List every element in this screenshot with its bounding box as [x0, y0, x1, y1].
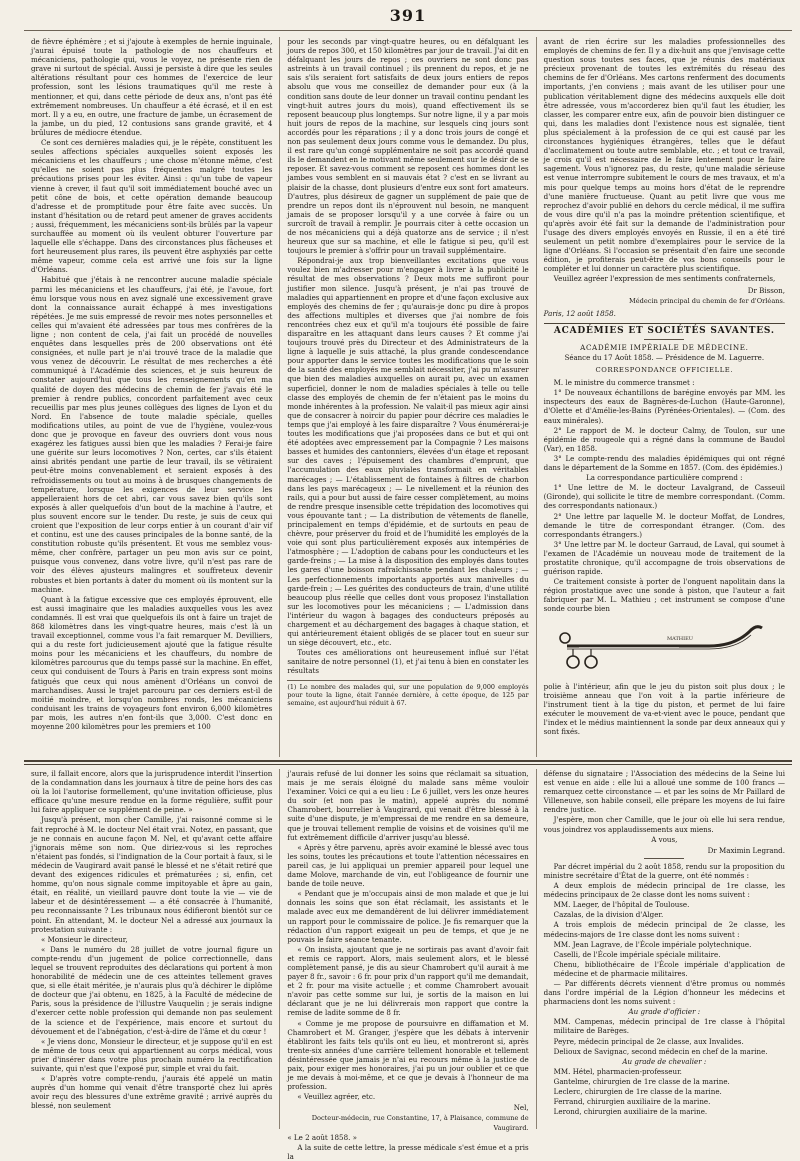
- paragraph: j'aurais refusé de lui donner les soins que réclamait sa situation, mais je me serais éloigné du malade sans même vouloir l'examiner. Voici ce qui a eu lieu : Le 6 juillet, vers les onze heures du soir (et non pas le matin), appelé auprès du nommé Chamrobert, bourrelier à Vaugirard, qui venait d'être blessé à la suite d'une dispute, je m'empressai de me rendre en sa demeure, que je trouvai tellement remplie de voisins et de voisines qu'il me fut extrêmement difficile d'arriver jusqu'au blessé.: [287, 769, 529, 842]
- upper-column-1: [24, 37, 279, 757]
- lower-column-3: [536, 769, 792, 1129]
- list-item: Leclerc, chirurgien de 1re classe de la marine.: [553, 1087, 722, 1096]
- paragraph: J'espère, mon cher Camille, que le jour où elle lui sera rendue, vous joindrez vos applaudissements aux miens.: [543, 815, 785, 834]
- correspondence-subheading: La correspondance particulière comprend :: [586, 473, 743, 483]
- signature-title: Médecin principal du chemin de fer d'Orléans.: [628, 296, 785, 305]
- sonde-illustration: [559, 618, 769, 678]
- page-number: 391: [389, 6, 427, 25]
- paragraph: A la suite de cette lettre, la presse médicale s'est émue et a pris la: [287, 1142, 529, 1161]
- paragraph: polie à l'intérieur, afin que le jeu du piston soit plus doux ; le troisième anneau que l'on voit à la partie inférieure de l'instrument tient à la tige du piston, et permet de lui faire exécuter le mouvement de va-et-vient avec le pouce, pendant que l'index et le médius maintiennent la sonde par deux anneaux qui y sont fixés.: [543, 681, 785, 736]
- paragraph: M. le ministre du commerce transmet :: [553, 378, 695, 388]
- paragraph: Habitué que j'étais à ne rencontrer aucune maladie spéciale parmi les mécaniciens et les chauffeurs, j'ai été, je l'avoue, fort ému lorsque vous nous en avez signalé une excessivement grave dont la connaissance aurait échappé à mes investigations répétées. Je me suis empressé de revoir mes notes personnelles et celles qui m'avaient été adressées par tous mes confrères de la ligne ; non content de cela, j'ai fait un procédé de nouvelles enquêtes dans lesquelles près de 200 observations ont été consignées, et nulle part je n'ai trouvé trace de la maladie que vous venez de découvrir. Le résultat de mes recherches a été communiqué à l'Académie des sciences, et je suis heureux de constater aujourd'hui que tous les renseignements qu'en ma qualité de doyen des médecins de chemin de fer j'avais été le premier à rendre publics, concordent parfaitement avec ceux recueillis par mes plus jeunes collègues des lignes de Lyon et du Nord. En l'absence de toute maladie spéciale, quelles modifications utiles, au point de vue de l'hygiène, voulez-vous donc que je provoque en faveur des ouvriers dont vous nous exagérez les fatigues aussi bien que les maladies ? Ferai-je faire une guérite sur leurs locomotives ? Non, certes, car s'ils étaient ainsi abrités pendant une partie de leur travail, ils se vêtiraient peut-être moins convenablement et seraient exposés à des refroidissements ou tout au moins à de brusques changements de température, lorsque les exigences de leur service les appelleraient hors de cet abri, car vous savez bien qu'ils sont exposés à aller quelquefois d'un bout de la machine à l'autre, et plus souvent encore sur le tender. Du reste, je suis de ceux qui croient que l'exposition de leur corps entier à un courant d'air vif et continu, est une des causes principales de la bonne santé, de la constitution robuste qu'ils présentent. Et vous me semblez vous-même, cher confrère, partager un peu mon avis sur ce point, puisque vous convenez, dans votre livre, qu'il n'est pas rare de voir des élèves ajusteurs malingres et souffreteux devenir robustes et bien portants à dater du moment où ils montent sur la machine.: [31, 275, 273, 594]
- list-item: Caselli, de l'École impériale spéciale militaire.: [553, 949, 721, 959]
- paragraph: « Comme je me propose de poursuivre en diffamation et M. Chamrobert et M. Granger, j'espère que les débats à intervenir établiront les faits tels qu'ils ont eu lieu, et montreront si, après trente-six années d'une carrière tellement honorable et tellement désintéressée que jamais je n'ai eu recours même à la justice de paix, pour exiger mes honoraires, j'ai pu un jour oublier et ce que je me devais à moi-même, et ce que je devais à l'honneur de ma profession.: [287, 1018, 529, 1092]
- ring-icon: [585, 656, 597, 668]
- footnote: (1) Le nombre des malades qui, sur une population de 9,000 employés pour toute la ligne, était l'année dernière, à cette époque, de 125 par semaine, est aujourd'hui réduit à 67.: [287, 682, 529, 707]
- paragraph: Jusqu'à présent, mon cher Camille, j'ai raisonné comme si le fait reproché à M. le docteur Nel était vrai. Notez, en passant, que je ne connais en aucune façon M. Nel, et qu'avant cette affaire j'ignorais même son nom. Que diriez-vous si les reproches n'étaient pas fondés, si l'indignation de la Cour portait à faux, si le médecin de Vaugirard avait pansé le blessé et ne s'était retiré que devant des exigences ridicules et prématurées ; si, enfin, cet homme, qu'on nous signale comme impitoyable et âpre au gain, était, en réalité, un vieillard pauvre dont toute la vie — vie de labeur et de désintéressement — a été consacrée à l'humanité, peu reconnaissante ? Les tribunaux nous édifieront bientôt sur ce point. En attendant, M. le docteur Nel a adressé aux journaux la protestation suivante :: [31, 815, 273, 934]
- list-item: Cazalas, de la division d'Alger.: [553, 910, 664, 920]
- upper-column-2: [279, 37, 535, 757]
- paragraph: pour les seconds par vingt-quatre heures, ou en défalquant les jours de repos 300, et 150 kilomètres par jour de travail. J'ai dit en défalquant les jours de repos ; ces ouvriers ne sont donc pas astreints à un travail continuel ; ils prennent du repos, et je ne sais s'ils seraient fort satisfaits de deux jours entiers de repos absolu que vous me conseillez de demander pour eux (à la condition sans doute de leur donner un travail continu pendant les vingt-huit autres jours du mois), quand effectivement ils se reposent beaucoup plus longtemps. Sur notre ligne, il y a par mois huit jours de repos de la machine, sur lesquels cinq jours sont accordés pour les réparations ; il y a donc trois jours de congé et non pas seulement deux jours comme vous le demandez. Du plus, il est rare qu'un congé supplémentaire ne soit pas accordé quand ils le demandent en le motivant même seulement sur le désir de se reposer. Et savez-vous comment se reposent ces hommes dont les jambes vous semblent en si mauvais état ? c'est en se livrant au plaisir de la chasse, dont plusieurs d'entre eux sont fort amateurs. D'autres, plus désireux de gagner un supplément de paie que de prendre un repos dont ils n'éprouvent nul besoin, ne manquent jamais de se proposer lorsqu'il y a une corvée à faire ou un surcroît de travail à remplir. Je pourrais citer à cette occasion un de nos mécaniciens qui a déjà quatorze ans de service ; il n'est heureux que sur sa machine, et elle le fatigue si peu, qu'il est toujours le premier à s'offrir pour un travail supplémentaire.: [287, 37, 529, 256]
- seance-line: Séance du 17 Août 1858. — Présidence de M. Laguerre.: [564, 354, 765, 362]
- upper-column-3: [536, 37, 792, 757]
- page-divider: [24, 760, 792, 765]
- letter-date: « Le 2 août 1858. »: [287, 1132, 357, 1142]
- honor-list: [544, 1017, 785, 1055]
- paragraph: Ce sont ces dernières maladies qui, je le répète, constituent les seules affections spéciales auxquelles soient exposés les mécaniciens et les chauffeurs ; une chose m'étonne même, c'est qu'elles ne soient pas plus fréquentes malgré toutes les précautions prises pour les éviter. Ainsi : qu'un tube de vapeur vienne à crever, il faut qu'il soit immédiatement bouché avec un petit cône de bois, et cette opération demande beaucoup d'adresse et de promptitude pour être faite avec succès. Un instant d'hésitation ou de retard peut amener de graves accidents ; aussi, fréquemment, les mécaniciens sont-ils brûlés par la vapeur surchauffée au moment où ils veulent obturer l'ouverture par laquelle elle s'échappe. Dans des circonstances plus fâcheuses et fort heureusement plus rares, ils peuvent être asphyxiés par cette même vapeur, comme cela est arrivé une fois sur la ligne d'Orléans.: [31, 138, 273, 275]
- footnote-divider: [287, 680, 432, 681]
- list-item: MM. Jean Lagrave, de l'École impériale polytechnique.: [553, 939, 752, 949]
- list-item: MM. Campenas, médecin principal de 1re classe à l'hôpital militaire de Barèges.: [553, 1017, 785, 1036]
- section-divider: [544, 323, 785, 324]
- list-item: MM. Laeger, de l'hôpital de Toulouse.: [553, 900, 690, 910]
- lower-column-2: [279, 769, 535, 1161]
- paragraph: 3° Le compte-rendu des maladies épidémiques qui ont régné dans le département de la Somme en 1857. (Com. des épidémies.): [543, 453, 785, 473]
- short-rule: [644, 858, 684, 859]
- paragraph: « Monsieur le directeur,: [41, 934, 128, 944]
- paragraph: « D'après votre compte-rendu, j'aurais été appelé un matin auprès d'un homme qui venait d'être transporté chez lui après avoir reçu des blessures d'une extrême gravité ; arrivé auprès du blessé, non seulement: [31, 1074, 273, 1111]
- list-item: Chenu, bibliothécaire de l'École impériale d'application de médecine et de pharmacie militaires.: [553, 959, 785, 978]
- paragraph: Par décret impérial du 2 août 1858, rendu sur la proposition du ministre secrétaire d'État de la guerre, ont été nommés :: [543, 861, 785, 880]
- paragraph: 3° Une lettre par M. le docteur Garraud, de Laval, qui soumet à l'examen de l'Académie un nouveau mode de traitement de la prostatite chronique, qu'il accompagne de trois observations de guérison rapide.: [543, 539, 785, 577]
- sonde-drawing: [559, 618, 769, 678]
- list-item: Delioux de Savignac, second médecin en chef de la marine.: [553, 1046, 768, 1056]
- paragraph: — Par différents décrets viennent d'être promus ou nommés dans l'ordre impérial de la Légion d'honneur les médecins et pharmaciens dont les noms suivent :: [543, 978, 785, 1007]
- paragraph: 2° Une lettre par laquelle M. le docteur Moffat, de Londres, demande le titre de correspondant étranger. (Com. des correspondants étrangers.): [543, 511, 785, 539]
- closing-line: A vous,: [651, 834, 678, 844]
- appointment-list: [544, 940, 785, 978]
- signature-title: Docteur-médecin, rue Constantine, 17, à Plaisance, commune de Vaugirard.: [311, 1114, 529, 1132]
- paragraph: « Pendant que je m'occupais ainsi de mon malade et que je lui donnais les soins que son état réclamait, les assistants et le malade avec eux me demandèrent de lui délivrer immédiatement un rapport pour le commissaire de police. Je fis remarquer que la rédaction d'un rapport exigeait un peu de temps, et que je ne pouvais le faire séance tenante.: [287, 889, 529, 944]
- ring-icon: [560, 633, 570, 643]
- list-item: Peyre, médecin principal de 2e classe, aux Invalides.: [553, 1036, 744, 1046]
- paragraph: Quant à la fatigue excessive que ces employés éprouvent, elle est aussi imaginaire que les maladies auxquelles vous les avez condamnés. Il est vrai que quelquefois ils ont à faire un trajet de 868 kilomètres dans les vingt-quatre heures, mais c'est là un travail exceptionnel, comme vous l'a fait remarquer M. Devilliers, qui a du reste fort judicieusement ajouté que la fatigue résulte moins pour les mécaniciens et les chauffeurs, du nombre de kilomètres parcourus que du temps passé sur la machine. En effet, ceux qui conduisent de Tours à Paris en train express sont moins fatigués que ceux qui nous amènent d'Orléans un convoi de marchandises. Aussi le trajet parcouru par ces derniers est-il de moitié moindre, et lorsqu'on nombres ronds, les mécaniciens conduisant les trains de voyageurs font environ 6,000 kilomètres par mois, les autres n'en font-ils que 3,000. C'est donc en moyenne 200 kilomètres pour les premiers et 100: [31, 594, 273, 732]
- paragraph: 1° Une lettre de M. le docteur Lavalgrand, de Casseuil (Gironde), qui sollicite le titre de membre correspondant. (Comm. des correspondants nationaux.): [543, 483, 785, 511]
- list-item: Gantelme, chirurgien de 1re classe de la marine.: [553, 1076, 730, 1086]
- signature: Nel,: [513, 1103, 529, 1113]
- paragraph: A deux emplois de médecin principal de 1re classe, les médecins principaux de 2e classe dont les noms suivent :: [543, 881, 785, 900]
- upper-section: [24, 30, 792, 757]
- signature: Dr Maximin Legrand.: [707, 845, 785, 855]
- paragraph: « On insista, ajoutant que je ne sortirais pas avant d'avoir fait et remis ce rapport. Alors, mais seulement alors, et le blessé complètement pansé, je dis au sieur Chamrobert qu'il aurait à me payer 8 fr., savoir : 6 fr. pour prix d'un rapport qu'il me demandait, et 2 fr. pour ma visite actuelle ; et comme Chamrobert avouait n'avoir pas cette somme sur lui, je sortis de la maison en lui déclarant que je ne lui délivrerais mon rapport que contre la remise de ladite somme de 8 fr.: [287, 944, 529, 1018]
- sonde-tube: [567, 626, 762, 645]
- paragraph: avant de rien écrire sur les maladies professionnelles des employés de chemins de fer. Il y a dix-huit ans que j'envisage cette question sous toutes ses faces, que je réunis des matériaux précieux provenant de toutes les extrémités du réseau des chemins de fer d'Orléans. Mes cartons renferment des documents importants, j'en conviens ; mais avant de les utiliser pour une publication véritablement digne des médecins auxquels elle doit être adressée, vous m'accorderez bien qu'il faut les étudier, les classer, les comparer entre eux, afin de pouvoir bien distinguer ce qui, dans les maladies dont l'existence nous est signalée, tient plus spécialement à la profession de ce qui est causé par les circonstances hygiéniques étrangères, telles que le défaut d'acclimatement ou toute autre semblable, etc. ; et tout ce travail, je crois qu'il est nécessaire de le faire lentement pour le faire sagement. Vous n'ignorez pas, du reste, qu'une maladie sérieuse est venue interrompre subitement le cours de mes travaux, et m'a mis pour quelque temps au moins hors d'état de le reprendre d'une manière fructueuse. Quant au petit livre que vous me reprochez d'avoir publié en dehors du cercle médical, il me suffira de vous dire qu'il n'a pas la moindre prétention scientifique, et qu'après avoir été fait sur la demande de l'administration pour l'usage des divers employés envoyés en Russie, il en a été tiré seulement un petit nombre d'exemplaires pour le service de la ligne d'Orléans. Si l'occasion se présentait d'en faire une seconde édition, je profiterais peut-être de vos bons conseils pour le compléter et lui donner un caractère plus scientifique.: [543, 37, 785, 274]
- appointment-list: [544, 900, 785, 919]
- list-item: Lerond, chirurgien auxiliaire de la marine.: [553, 1107, 708, 1117]
- paragraph: « Après y être parvenu, après avoir examiné le blessé avec tous les soins, toutes les précautions et toute l'attention nécessaires en pareil cas, je lui appliquai un premier appareil pour lequel une dame Molove, marchande de vin, eut l'obligeance de fournir une bande de toile neuve.: [287, 842, 529, 889]
- honor-list: [544, 1067, 785, 1116]
- knight-heading: Au grade de chevalier :: [622, 1056, 707, 1066]
- maker-mark: MATHIEU: [667, 635, 694, 642]
- paragraph: Ce traitement consiste à porter de l'onguent napolitain dans la région prostatique avec une sonde à piston, que l'auteur a fait fabriquer par M. L. Mathieu ; cet instrument se compose d'une sonde courbe bien: [543, 577, 785, 614]
- paragraph: « Veuillez agréer, etc.: [297, 1092, 376, 1102]
- academy-title: ACADÉMIE IMPÉRIALE DE MÉDECINE.: [580, 342, 749, 352]
- list-item: MM. Hétel, pharmacien-professeur.: [553, 1066, 682, 1076]
- letter-date: Paris, 12 août 1858.: [543, 308, 616, 318]
- lower-column-1: [24, 769, 279, 1129]
- paragraph: « Je viens donc, Monsieur le directeur, et je suppose qu'il en est de même de tous ceux qui appartiennent au corps médical, vous prier d'insérer dans votre plus prochain numéro la rectification suivante, qui n'est que l'exposé pur, simple et vrai du fait.: [31, 1036, 273, 1073]
- lower-section: [24, 769, 792, 1161]
- paragraph: Veuillez agréer l'expression de mes sentiments confraternels,: [553, 274, 776, 284]
- paragraph: « Dans le numéro du 28 juillet de votre journal figure un compte-rendu d'un jugement de police correctionnelle, dans lequel se trouvent reproduites des déclarations qui portent à mon honorabilité de médecin une de ces atteintes tellement graves que, si elle était méritée, je n'aurais plus qu'à déchirer le diplôme de docteur que j'ai obtenu, en 1825, à la Faculté de médecine de Paris, sous la présidence de l'illustre Vauquelin ; je serais indigne d'exercer cette noble profession qui demande non pas seulement de la science et de l'expérience, mais encore et surtout du dévouement et de l'abnégation, c'est-à-dire de l'âme et du cœur !: [31, 944, 273, 1036]
- paragraph: Répondrai-je aux trop bienveillantes excitations que vous voulez bien m'adresser pour m'engager à livrer à la publicité le résultat de mes observations ? Deux mots me suffiront pour justifier mon silence. Jusqu'à présent, je n'ai pas trouvé de maladies qui appartiennent en propre et d'une façon exclusive aux employés des chemins de fer ; qu'aurais-je donc pu dire à propos des affections multiples et diverses que j'ai nombre de fois rencontrées chez eux et qu'il m'a toujours été possible de faire disparaître en les attaquant dans leurs causes ? Et comme j'ai toujours trouvé près du Directeur et des Administrateurs de la ligne à laquelle je suis attaché, la plus grande condescendance pour apporter dans le service toutes les modifications que le soin de la santé des employés me semblait nécessiter, j'ai pu m'assurer que bien des maladies auxquelles on aurait pu, avec un examen superficiel, donner le nom de maladies spéciales à telle ou telle classe des employés de chemin de fer n'étaient pas le moins du monde inhérentes à la profession. Ne valait-il pas mieux agir ainsi que de consacrer à noircir du papier pour décrire ces maladies le temps que j'ai employé à les faire disparaître ? Vous énumérerai-je toutes les modifications que j'ai proposées dans ce but et qui ont été adoptées avec empressement par la Compagnie ? Les maisons basses et humides des cantonniers, élevées d'un étage et reposant sur des caves ; l'épuisement des chambres d'emprunt, que l'accumulation des eaux pluviales transformait en véritables marécages ; — L'établissement de fontaines à filtres de charbon dans les pays marécageux ; — Le nivellement et la réunion des rails, qui a pour but aussi de faire cesser complètement, au moins de rendre presque insensible cette trépidation des locomotives qui vous épouvante tant ; — La distribution de vêtements de flanelle, principalement en temps d'épidémie, et de surtouts en peau de chèvre, pour préserver du froid et de l'humidité les employés de la voie qui sont plus particulièrement exposés aux intempéries de l'atmosphère ; — L'adoption de cabans pour les conducteurs et les garde-freins ; — La mise à la disposition des employés dans toutes les gares d'une boisson rafraîchissante pendant les chaleurs ; — Les perfectionnements importants apportés aux manivelles du garde-frein ; — Les guérites des conducteurs de train, d'une utilité beaucoup plus réelle que celles dont vous proposez l'installation sur les locomotives pour les mécaniciens ; — L'admission dans l'intérieur du wagon à bagages des conducteurs préposés au chargement et au déchargement des bagages à chaque station, et qui antérieurement étaient obligés de se placer tout en sueur sur un siège découvert, etc., etc.: [287, 256, 529, 648]
- list-item: Ferrand, chirurgien auxiliaire de la marine.: [553, 1097, 711, 1107]
- short-rule: [644, 339, 684, 340]
- paragraph: 2° Le rapport de M. le docteur Calmy, de Toulon, sur une épidémie de rougeole qui a régné dans la commune de Baudol (Var), en 1858.: [543, 425, 785, 453]
- paragraph: 1° De nouveaux échantillons de barégine envoyés par MM. les inspecteurs des eaux de Bagnères-de-Luchon (Haute-Garonne), d'Olette et d'Amélie-les-Bains (Pyrénées-Orientales). — (Com. des eaux minérales).: [543, 388, 785, 425]
- officer-heading: Au grade d'officier :: [628, 1007, 701, 1017]
- correspondence-heading: CORRESPONDANCE OFFICIELLE.: [595, 366, 734, 375]
- paragraph: défense du signataire ; l'Association des médecins de la Seine lui est venue en aide : elle lui a alloué une somme de 100 francs — remarquez cette circonstance — et par les soins de Mr Paillard de Villeneuve, son habile conseil, elle prépare les moyens de lui faire rendre justice.: [543, 769, 785, 815]
- section-title: ACADÉMIES ET SOCIÉTÉS SAVANTES.: [553, 325, 775, 336]
- paragraph: Toutes ces améliorations ont heureusement influé sur l'état sanitaire de notre personnel (1), et j'ai tenu à bien en constater les résultats: [287, 648, 529, 676]
- paragraph: sure, il fallait encore, alors que la jurisprudence interdit l'insertion de la condamnation dans les journaux à titre de peine hors des cas où la loi l'autorise formellement, qu'une invitation officieuse, plus efficace qu'une mesure rendue en la forme régulière, suffit pour lui faire appliquer ce supplément de peine. »: [31, 769, 273, 815]
- signature: Dr Bisson,: [747, 285, 785, 295]
- paragraph: de fièvre éphémère ; et si j'ajoute à exemples de hernie inguinale, j'aurai épuisé toute la pathologie de nos chauffeurs et mécaniciens, pathologie qui, vous le voyez, ne présente rien de grave ni surtout de spécial. Aussi je persiste à dire que les seules altérations résultant pour ces hommes de l'exercice de leur profession, sont les lésions traumatiques qu'il me reste à mentionner, et qui, dans cette période de deux ans, n'ont pas été extrêmement nombreuses. Un chauffeur a été écrasé, et il en est mort. Il y a eu, en outre, une fracture de jambe, un écrasement de la jambe, un du pied, 12 contusions sans grande gravité, et 4 brûlures de médiocre étendue.: [31, 37, 273, 137]
- ring-icon: [567, 656, 579, 668]
- paragraph: A trois emplois de médecin principal de 2e classe, les médecins-majors de 1re classe dont les noms suivent :: [543, 920, 785, 939]
